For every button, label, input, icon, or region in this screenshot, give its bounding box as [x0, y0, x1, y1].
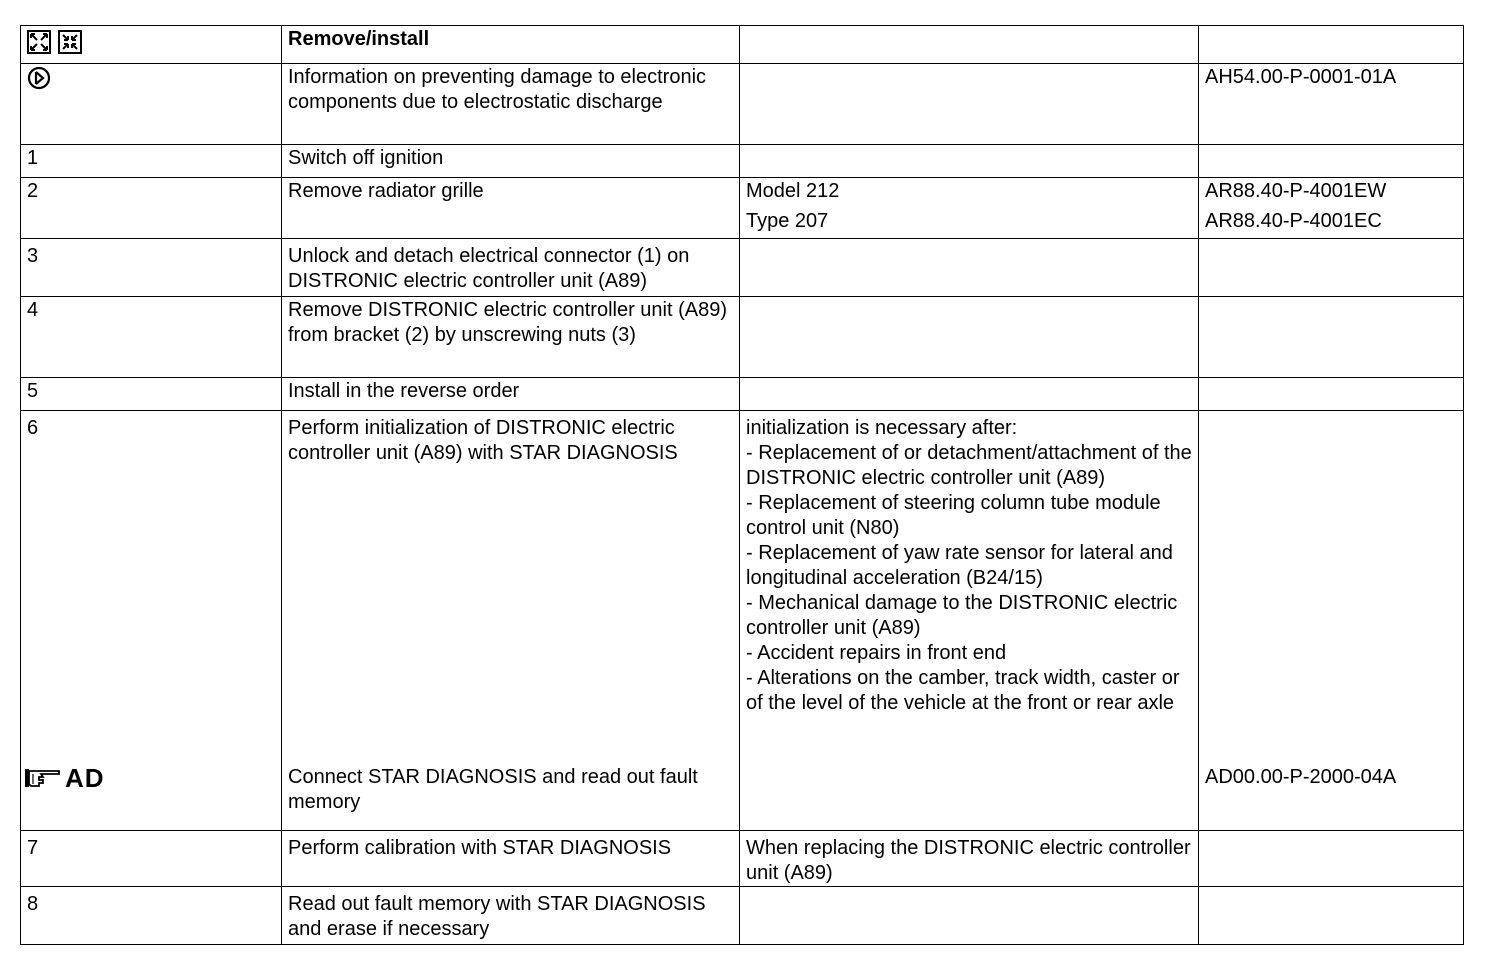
table-row [21, 411, 1464, 831]
step-number: 3 [21, 239, 282, 297]
table-row [21, 831, 1464, 887]
note-line: - Mechanical damage to the DISTRONIC electric controller unit (A89) [746, 592, 1178, 639]
note-line: - Replacement of yaw rate sensor for lateral and longitudinal acceleration (B24/15) [746, 542, 1173, 589]
ad-label: AD [65, 762, 105, 793]
note-line: Type 207 [746, 210, 829, 232]
step-text: Switch off ignition [282, 145, 740, 178]
note-line: - Alterations on the camber, track width, caster or of the level of the vehicle at the front or rear axle [746, 667, 1180, 714]
step-text: Install in the reverse order [282, 378, 740, 411]
esd-empty-cell [740, 64, 1199, 145]
reference-link[interactable]: AR88.40-P-4001EC [1205, 210, 1382, 232]
step-text: Read out fault memory with STAR DIAGNOSIS and erase if necessary [282, 887, 740, 945]
step-reference [1199, 145, 1464, 178]
table-row [21, 239, 1464, 297]
step-reference [1199, 239, 1464, 297]
step-notes: When replacing the DISTRONIC electric controller unit (A89) [740, 831, 1199, 887]
note-line: Model 212 [746, 180, 840, 202]
step-number: 6 [27, 417, 39, 439]
ad-marker [23, 762, 105, 793]
esd-row [21, 64, 1464, 145]
step-number: 2 [21, 178, 282, 239]
table-row [21, 378, 1464, 411]
pointing-hand-icon [23, 765, 63, 791]
reference-link[interactable]: AD00.00-P-2000-04A [1205, 766, 1397, 788]
step-notes [740, 297, 1199, 378]
step-notes [740, 178, 1199, 239]
note-line: - Replacement of or detachment/attachment of the DISTRONIC electric controller unit (A89) [746, 442, 1192, 489]
step-text: Unlock and detach electrical connector (1) on DISTRONIC electric controller unit (A89) [282, 239, 740, 297]
step-number: 5 [21, 378, 282, 411]
step-text: Perform initialization of DISTRONIC electric controller unit (A89) with STAR DIAGNOSIS [288, 417, 678, 464]
step-number: 7 [21, 831, 282, 887]
step-text: Remove DISTRONIC electric controller unit (A89) from bracket (2) by unscrewing nuts (3) [282, 297, 740, 378]
step-notes [740, 887, 1199, 945]
collapse-icon[interactable] [58, 30, 82, 54]
header-title: Remove/install [282, 26, 740, 64]
step-reference [1199, 887, 1464, 945]
step-reference [1199, 297, 1464, 378]
step-reference-cell [1199, 411, 1464, 831]
step-reference [1199, 378, 1464, 411]
step-text: Perform calibration with STAR DIAGNOSIS [282, 831, 740, 887]
table-row [21, 297, 1464, 378]
esd-reference-link[interactable]: AH54.00-P-0001-01A [1199, 64, 1464, 145]
table-row [21, 178, 1464, 239]
reference-link[interactable]: AR88.40-P-4001EW [1205, 180, 1387, 202]
step-number: 8 [21, 887, 282, 945]
note-line: initialization is necessary after: [746, 417, 1018, 439]
step-number: 1 [21, 145, 282, 178]
esd-text: Information on preventing damage to electronic components due to electrostatic discharge [282, 64, 740, 145]
step-notes [740, 378, 1199, 411]
step-text: Remove radiator grille [282, 178, 740, 239]
expand-icon[interactable] [27, 30, 51, 54]
header-empty-cell [740, 26, 1199, 64]
step-number-cell [21, 411, 282, 831]
table-row [21, 145, 1464, 178]
sub-step-text: Connect STAR DIAGNOSIS and read out fault memory [288, 766, 698, 813]
step-reference [1199, 178, 1464, 239]
header-icons-cell [21, 26, 282, 64]
esd-warning-icon [27, 66, 51, 90]
note-line: - Replacement of steering column tube module control unit (N80) [746, 492, 1161, 539]
step-notes [740, 145, 1199, 178]
note-line: - Accident repairs in front end [746, 642, 1007, 664]
step-number: 4 [21, 297, 282, 378]
step-notes [740, 411, 1199, 831]
table-header-row [21, 26, 1464, 64]
table-row [21, 887, 1464, 945]
esd-icon-cell [21, 64, 282, 145]
step-notes [740, 239, 1199, 297]
procedure-table [20, 25, 1464, 945]
header-empty-cell [1199, 26, 1464, 64]
step-text-cell [282, 411, 740, 831]
step-reference [1199, 831, 1464, 887]
